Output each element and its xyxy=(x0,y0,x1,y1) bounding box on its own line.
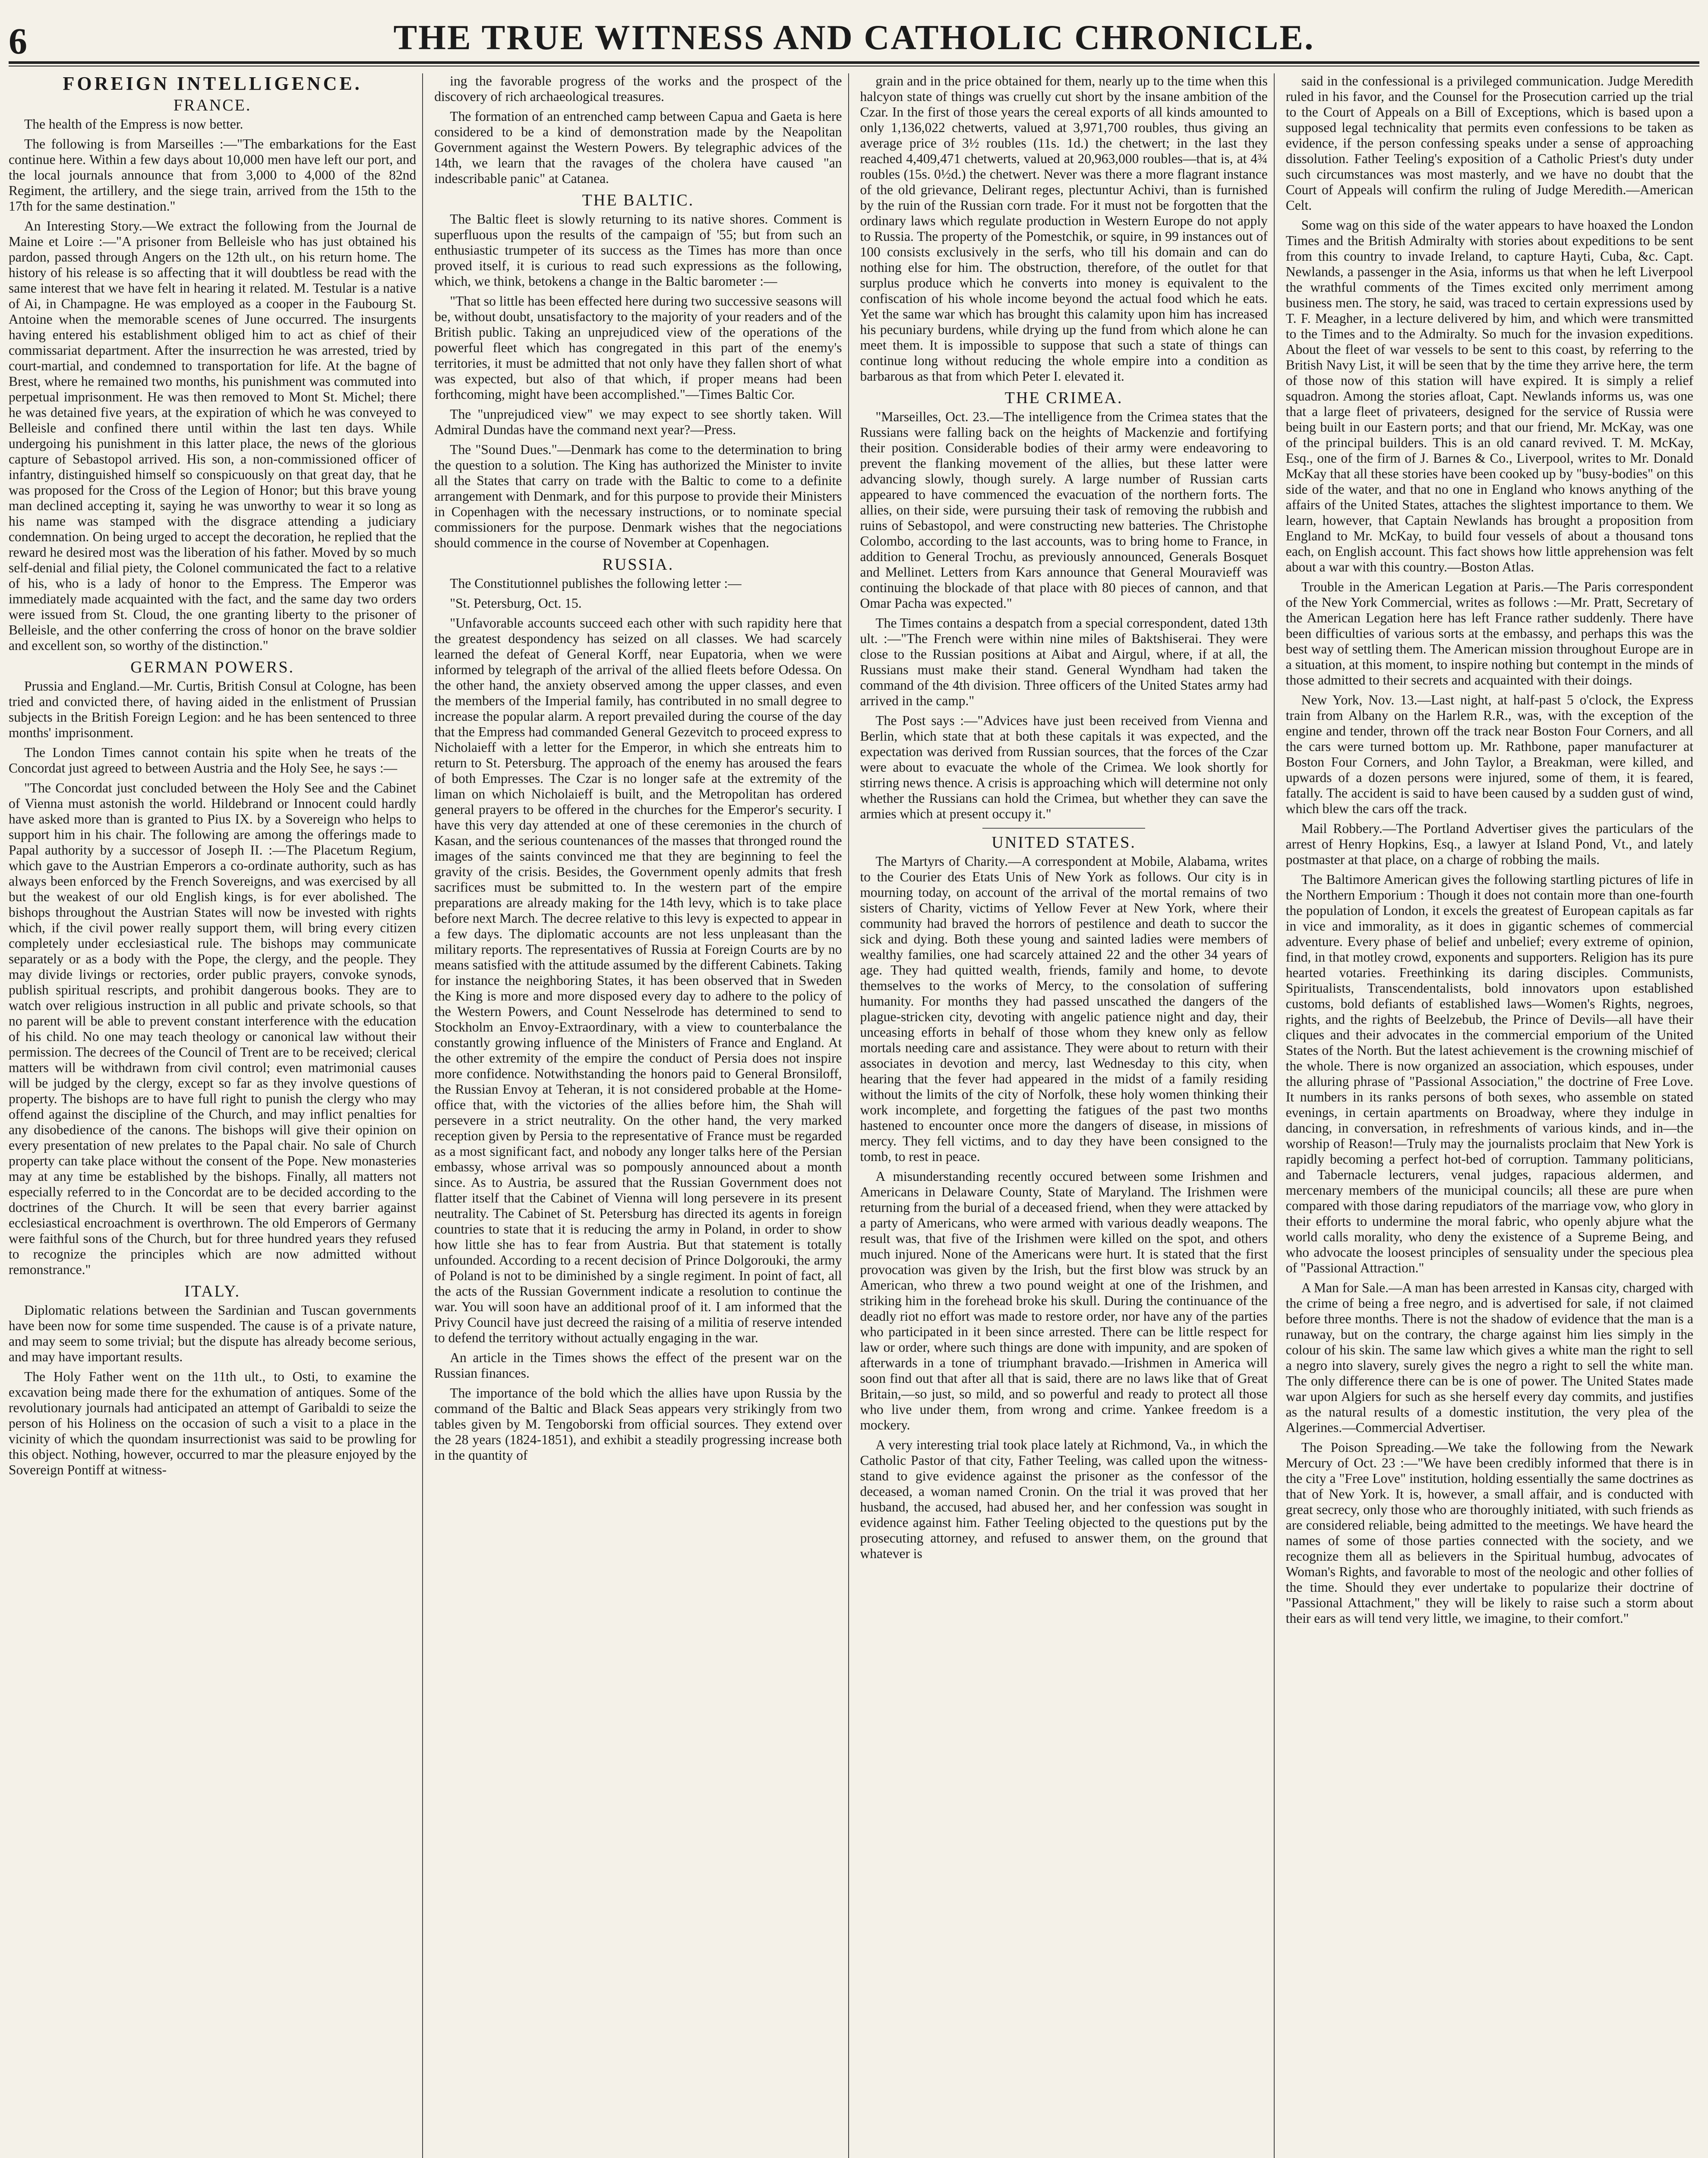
sub-heading: THE CRIMEA. xyxy=(1004,389,1123,407)
article-paragraph: Some wag on this side of the water appears to have hoaxed the London Times and the British Admiralty with stories about expeditions to be sent from this country to invade Ireland, to capture Hayti, Cuba, &c. Capt. Newlands, a passenger in the Asia, informs us that when he left Liverpool the wrathful comments of the Times excited only merriment among business men. The story, he said, was traced to certain expressions used by T. F. Meagher, in a lecture delivered by him, and which were transmitted to the Times and to the Admiralty. So much for the invasion expeditions. About the fleet of war vessels to be sent to this coast, by referring to the British Navy List, it will be seen that by the time they arrive here, the term of those now of this station will have expired. It is simply a relief squadron. Among the stories afloat, Capt. Newlands informs us, was one that a large fleet of privateers, designed for the service of Russia were being built in our Eastern ports; and that our friend, Mr. McKay, was one of the principal builders. This is an old canard revived. T. M. McKay, Esq., one of the firm of J. Barnes & Co., Liverpool, writes to Mr. Donald McKay that all these stories have been cooked up by "busy-bodies" on this side of the water, and that no one in England who knows anything of the affairs of the United States, attaches the slightest importance to them. We learn, however, that Captain Newlands has brought a proposition from England to Mr. McKay, to build four vessels of about a thousand tons each, on English account. This fact shows how little apprehension was felt about a war with this country.—Boston Atlas. xyxy=(1285,218,1693,574)
page-number: 6 xyxy=(9,20,27,62)
article-paragraph: A misunderstanding recently occured between some Irishmen and Americans in Delaware County, State of Maryland. The Irishmen were returning from the burial of a deceased friend, when they were attacked by a party of Americans, who were armed with various deadly weapons. The result was, that five of the Irishmen were killed on the spot, and others much injured. None of the Americans were hurt. It is stated that the first provocation was given by the Irish, but the first blow was struck by an American, who threw a two pound weight at one of the Irishmen, and striking him in the forehead broke his skull. During the continuance of the deadly riot no effort was made to restore order, nor have any of the parties who participated in it been since arrested. There can be little respect for law or order, where such things are done with impunity, and are spoken of afterwards in a tone of triumphant bravado.—Irishmen in America will soon find out that after all that is said, there are no laws like that of Great Britain,—so just, so mild, and so powerful and ready to protect all those who live under them, from wrong and crime. Yankee freedom is a mockery. xyxy=(860,1169,1268,1432)
column-3 xyxy=(860,73,1275,2158)
article-paragraph: A very interesting trial took place lately at Richmond, Va., in which the Catholic Pastor of that city, Father Teeling, was called upon the witness-stand to give evidence against the prisoner as the confessor of the deceased, a woman named Cronin. On the trial it was proved that her husband, the accused, had abused her, and her confession was sought in evidence against him. Father Teeling objected to the questions put by the prosecuting attorney, and refused to answer them, on the ground that whatever is xyxy=(860,1437,1268,1561)
article-paragraph: The Post says :—"Advices have just been received from Vienna and Berlin, which state that at both these capitals it was expected, and the expectation was derived from Russian sources, that the forces of the Czar were about to evacuate the whole of the Crimea. We look shortly for stirring news thence. A crisis is approaching which will determine not only whether the Russians can hold the Crimea, but whether they can save the armies which at present occupy it." xyxy=(860,713,1268,821)
article-paragraph: "The Concordat just concluded between the Holy See and the Cabinet of Vienna must astonish the world. Hildebrand or Innocent could hardly have asked more than is granted to Pius IX. by a Sovereign who helps to support him in his chair. The following are among the offerings made to Papal authority by a successor of Joseph II. :—The Placetum Regium, which gave to the Austrian Emperors a co-ordinate authority, such as has always been enforced by the French Sovereigns, and was exercised by all but the weakest of our old English kings, is for ever abolished. The bishops throughout the Austrian States will now be invested with rights which, if the civil power really support them, will bring every citizen completely under ecclesiastical rule. The bishops may communicate separately or as a body with the Pope, the clergy, and the people. They may divide livings or rectories, order public prayers, convoke synods, publish spiritual rescripts, and prohibit dangerous books. They are to watch over religious instruction in all public and private schools, so that no parent will be able to prevent constant interference with the education of his child. No one may teach theology or canonical law without their permission. The decrees of the Council of Trent are to be received; clerical matters will be withdrawn from civil control; even matrimonial causes will be judged by the clergy, except so far as they involve questions of property. The bishops are to have full right to punish the clergy who may offend against the discipline of the Church, and may inflict penalties for any disobedience of the canons. The bishops will give their opinion on every presentation of new prelates to the Papal chair. No sale of Church property can take place without the consent of the Pope. New monasteries may at any time be established by the bishops. Finally, all matters not especially referred to in the Concordat are to be decided according to the doctrines of the Church. It will be seen that every barrier against ecclesiastical encroachment is overthrown. The old Emperors of Germany were faithful sons of the Church, but for three hundred years they refused to recognize the principles which are now admitted without remonstrance." xyxy=(9,780,417,1277)
column-4 xyxy=(1286,73,1699,2158)
article-paragraph: The London Times cannot contain his spite when he treats of the Concordat just agreed to between Austria and the Holy See, he says :— xyxy=(9,745,417,776)
sub-heading: UNITED STATES. xyxy=(991,833,1136,852)
sub-heading: THE BALTIC. xyxy=(582,191,695,209)
article-paragraph: "Marseilles, Oct. 23.—The intelligence from the Crimea states that the Russians were falling back on the heights of Mackenzie and fortifying their position. Considerable bodies of their army were endeavoring to prevent the flanking movement of the allies, but these latter were advancing slowly, though surely. A large number of Russian carts appeared to have commenced the evacuation of the northern forts. The allies, on their side, were pursuing their task of removing the rubbish and ruins of Sebastopol, and were constructing new batteries. The Christophe Colombo, according to the last accounts, was to bring home to France, in addition to General Trochu, as previously announced, Generals Bosquet and Mellinet. Letters from Kars announce that General Mouravieff was continuing the blockade of that place with 80 pieces of cannon, and that Omar Pacha was expected." xyxy=(860,409,1268,611)
masthead xyxy=(0,9,1708,60)
article-paragraph: The importance of the bold which the allies have upon Russia by the command of the Baltic and Black Seas appears very strikingly from two tables given by M. Tengoborski from official sources. They extend over the 28 years (1824-1851), and exhibit a steadily progressing increase both in the quantity of xyxy=(434,1385,842,1463)
article-paragraph: The Baltic fleet is slowly returning to its native shores. Comment is superfluous upon the results of the campaign of '55; but from such an enthusiastic trumpeter of its success as the Times has more than once proved itself, it is curious to read such expressions as the following, which, we think, betokens a change in the Baltic barometer :— xyxy=(434,211,842,289)
article-paragraph: The Poison Spreading.—We take the following from the Newark Mercury of Oct. 23 :—"We have been credibly informed that there is in the city a "Free Love" institution, holding essentially the same doctrines as that of New York. It is, however, a small affair, and is conducted with great secrecy, only those who are thoroughly initiated, with such friends as are considered reliable, being admitted to the meetings. We have heard the names of some of those parties connected with the society, and we recognize them all as believers in the Spiritual humbug, advocates of Woman's Rights, and favorable to most of the neologic and other follies of the time. Should they ever undertake to popularize their doctrine of "Passional Attachment," they will be likely to raise such a storm about their ears as will tend very little, we imagine, to their comfort." xyxy=(1285,1440,1693,1626)
article-paragraph: "St. Petersburg, Oct. 15. xyxy=(450,596,582,611)
column-2 xyxy=(434,73,849,2158)
article-paragraph: The Holy Father went on the 11th ult., to Osti, to examine the excavation being made there for the exhumation of antiques. Some of the revolutionary journals had anticipated an attempt of Garibaldi to seize the person of his Holiness on the occasion of such a visit to a place in the vicinity of which the quondam insurrectionist was said to be prowling for this object. Nothing, however, occurred to mar the pleasure enjoyed by the Sovereign Pontiff at witness- xyxy=(9,1369,417,1477)
sub-heading: ITALY. xyxy=(184,1282,240,1300)
sub-heading: FRANCE. xyxy=(173,96,252,114)
article-paragraph: An article in the Times shows the effect of the present war on the Russian finances. xyxy=(434,1350,842,1381)
article-paragraph: grain and in the price obtained for them, nearly up to the time when this halcyon state of things was cruelly cut short by the insane ambition of the Czar. In the first of those years the cereal exports of all kinds amounted to only 1,136,022 chetwerts, valued at 3,971,700 roubles, thus giving an average price of 3½ roubles (11s. 1d.) the chetwert; in the last they reached 4,409,471 chetwerts, valued at 20,963,000 roubles—that is, at 4¾ roubles (15s. 0½d.) the chetwert. Never was there a more flagrant instance of the old grievance, Delirant reges, plectuntur Achivi, than is furnished by the ruin of the Russian corn trade. For it must not be forgotten that the ordinary laws which regulate production in Western Europe do not apply to Russia. The property of the Pomestchik, or squire, in 99 instances out of 100 consists exclusively in the serfs, who till his domain and can do nothing else for him. The obstruction, therefore, of the outlet for that surplus produce which he converts into money is equivalent to the confiscation of his whole income beyond the actual food which he eats. Yet the same war which has brought this calamity upon him has increased his pecuniary burdens, while drying up the fund from which alone he can meet them. It is impossible to suppose that such a state of things can continue long without reducing the whole empire into a condition as barbarous as that from which Peter I. elevated it. xyxy=(860,73,1268,384)
article-paragraph: A Man for Sale.—A man has been arrested in Kansas city, charged with the crime of being a free negro, and is advertised for sale, if not claimed before three months. There is not the shadow of evidence that the man is a runaway, but on the contrary, the charge against him lies simply in the colour of his skin. The same law which gives a white man the right to sell a negro into slavery, surely gives the negro a right to sell the white man. The only difference there can be is one of power. The United States made war upon Algiers for such as she herself every day commits, and justifies as the natural results of a domestic institution, the very plea of the Algerines.—Commercial Advertiser. xyxy=(1285,1280,1693,1435)
article-paragraph: An Interesting Story.—We extract the following from the Journal de Maine et Loire :—"A prisoner from Belleisle who has just obtained his pardon, passed through Angers on the 12th ult., on his return home. The history of his release is so affecting that it will doubtless be read with the same interest that we have felt in hearing it related. M. Testular is a native of Ai, in Champagne. He was employed as a cooper in the Faubourg St. Antoine when the memorable scenes of June occurred. The insurgents having entered his establishment obliged him to act as chief of their commissariat department. After the insurrection he was arrested, tried by court-martial, and condemned to transportation for life. At the bagne of Brest, where he remained two months, his punishment was commuted into perpetual imprisonment. He was then removed to Mont St. Michel; there he was detained five years, at the expiration of which he was conveyed to Belleisle and confined there until within the last ten days. While undergoing his punishment in this latter place, the news of the glorious capture of Sebastopol arrived. His son, a non-commissioned officer of infantry, distinguished himself so conspicuously on that great day, that he was proposed for the Cross of the Legion of Honor; but this brave young man declined accepting it, saying he was unworthy to wear it so long as his name was stamped with the disgrace attending a judiciary condemnation. On being urged to accept the decoration, he replied that the reward he desired most was the liberation of his father. Moved by so much self-denial and filial piety, the Colonel communicated the fact to a relative of his, who is a lady of honor to the Empress. The Emperor was immediately made acquainted with the fact, and the same day two orders were issued from St. Cloud, the one granting liberty to the prisoner of Belleisle, and the other conferring the cross of honor on the brave soldier and excellent son, so worthy of the distinction." xyxy=(9,218,417,653)
article-paragraph: said in the confessional is a privileged communication. Judge Meredith ruled in his favor, and the Counsel for the Prosecution carried up the trial to the Court of Appeals on a Bill of Exceptions, which is based upon a supposed legal technicality that permits even confessions to be taken as evidence, if the person confessing speaks under a sense of approaching dissolution. Father Teeling's exposition of a Catholic Priest's duty under such circumstances was most masterly, and we have no doubt that the Court of Appeals will confirm the ruling of Judge Meredith.—American Celt. xyxy=(1285,73,1693,213)
article-paragraph: The following is from Marseilles :—"The embarkations for the East continue here. Within a few days about 10,000 men have left our port, and the local journals announce that from 3,000 to 4,000 of the 82nd Regiment, the artillery, and the siege train, arrived from the 15th to the 17th for the same destination." xyxy=(9,136,417,214)
article-paragraph: The Martyrs of Charity.—A correspondent at Mobile, Alabama, writes to the Courier des Etats Unis of New York as follows. Our city is in mourning today, on account of the arrival of the mortal remains of two sisters of Charity, victims of Yellow Fever at New York, where their community had braved the horrors of pestilence and death to succor the sick and dying. Both these young and sainted ladies were members of wealthy families, one had scarcely attained 22 and the other 34 years of age. They had quitted wealth, friends, family and home, to devote themselves to the works of Mercy, to the consolation of suffering humanity. For months they had passed unscathed the dangers of the plague-stricken city, devoting with angelic patience night and day, their unceasing efforts in behalf of those whom they knew only as fellow mortals needing care and assistance. They were about to return with their associates in devotion and mercy, last Wednesday to this city, when hearing that the fever had appeared in the midst of a family residing without the limits of the city of Norfolk, these holy women thinking their work incomplete, and forgetting the fatigues of the past two months hastened to encounter once more the dangers of disease, in missions of mercy. They fell victims, and to day they have been consigned to the tomb, to rest in peace. xyxy=(860,854,1268,1164)
article-paragraph: The Constitutionnel publishes the following letter :— xyxy=(450,576,742,591)
article-paragraph: Prussia and England.—Mr. Curtis, British Consul at Cologne, has been tried and convicted there, of having aided in the enlistment of Prussian subjects in the British Foreign Legion: and he has been sentenced to three months' imprisonment. xyxy=(9,678,417,740)
sub-heading: RUSSIA. xyxy=(602,555,674,574)
article-paragraph: The "Sound Dues."—Denmark has come to the determination to bring the question to a solution. The King has authorized the Minister to invite all the States that carry on trade with the Baltic to come to a definite arrangement with Denmark, and for this purpose to provide their Ministers in Copenhagen with the necessary instructions, or to nominate special commissioners for the purpose. Denmark wishes that the negociations should commence in the course of November at Copenhagen. xyxy=(434,442,842,550)
column-divider-rule xyxy=(982,828,1146,829)
article-paragraph: Diplomatic relations between the Sardinian and Tuscan governments have been now for some time suspended. The cause is of a private nature, and may seem to some trivial; but the dispute has already become serious, and may have important results. xyxy=(9,1303,417,1364)
article-paragraph: "Unfavorable accounts succeed each other with such rapidity here that the greatest despondency has seized on all classes. We had scarcely learned the defeat of General Korff, near Eupatoria, when we were informed by telegraph of the arrival of the allied fleets before Odessa. On the other hand, the anxiety observed among the upper classes, and even the members of the Imperial family, has contributed in no small degree to increase the popular alarm. A report prevailed during the course of the day that the Empress had commanded General Gezevitch to proceed express to Nicholaieff with a letter for the Emperor, in which she entreats him to return to St. Petersburg. The approach of the enemy has aroused the fears of both Empresses. The Czar is no longer safe at the extremity of the liman on which Nicholaieff is built, and the Metropolitan has ordered general prayers to be offered in the churches for the Emperor's security. I have this very day attended at one of these ceremonies in the church of Kasan, and the serious countenances of the masses that thronged round the images of the saints convinced me that they are beginning to feel the gravity of the crisis. Besides, the Government openly admits that fresh sacrifices must be submitted to. In the western part of the empire preparations are already making for the 14th levy, which is to take place before next March. The decree relative to this levy is expected to appear in a few days. The diplomatic accounts are not less unpleasant than the military reports. The representatives of Russia at Foreign Courts are by no means satisfied with the attitude assumed by the different Cabinets. Taking for instance the neighboring States, it has been observed that in Sweden the King is more and more disposed every day to adhere to the policy of the Western Powers, and Count Nesselrode has determined to send to Stockholm an Envoy-Extraordinary, with a view to counterbalance the constantly growing influence of the Ministers of France and England. At the other extremity of the empire the conduct of Persia does not inspire more confidence. Notwithstanding the honors paid to General Bronsiloff, the Russian Envoy at Teheran, it is not considered probable at the Home-office that, with the victories of the allies before him, the Shah will persevere in a strict neutrality. On the other hand, the very marked reception given by Persia to the representative of France must be regarded as a most significant fact, and nobody any longer talks here of the Persian embassy, whose arrival was so pompously announced about a month since. As to Austria, be assured that the Russian Government does not flatter itself that the Cabinet of Vienna will long persevere in its present neutrality. The Cabinet of St. Petersburg has directed its agents in foreign countries to state that it is reducing the army in Poland, in order to show how little she has to fear from Austria. But that statement is totally unfounded. According to a recent decision of Prince Dolgorouki, the army of Poland is not to be diminished by a single regiment. In point of fact, all the acts of the Russian Government indicate a resolution to continue the war. You will soon have an additional proof of it. I am informed that the Privy Council have just decreed the raising of a militia of reserve intended to defend the territory without actually engaging in the war. xyxy=(434,615,842,1345)
article-paragraph: The Times contains a despatch from a special correspondent, dated 13th ult. :—"The French were within nine miles of Baktshiserai. They were close to the Russian positions at Aibat and Airgul, where, if at all, the Russians must make their stand. General Wyndham had taken the command of the 4th division. Three officers of the United States army had arrived in the camp." xyxy=(860,615,1268,708)
article-paragraph: Mail Robbery.—The Portland Advertiser gives the particulars of the arrest of Henry Hopkins, Esq., a lawyer at Island Pond, Vt., and lately postmaster at that place, on a charge of robbing the mails. xyxy=(1285,821,1693,867)
column-1 xyxy=(9,73,423,2158)
article-paragraph: ing the favorable progress of the works and the prospect of the discovery of rich archaeological treasures. xyxy=(434,73,842,104)
article-paragraph: The formation of an entrenched camp between Capua and Gaeta is here considered to be a kind of demonstration made by the Neapolitan Government against the Western Powers. By telegraphic advices of the 14th, we learn that the ravages of the cholera have caused "an indescribable panic" at Catanea. xyxy=(434,109,842,186)
masthead-rule xyxy=(9,61,1699,64)
article-paragraph: The "unprejudiced view" we may expect to see shortly taken. Will Admiral Dundas have the command next year?—Press. xyxy=(434,407,842,437)
article-paragraph: Trouble in the American Legation at Paris.—The Paris correspondent of the New York Commercial, writes as follows :—Mr. Pratt, Secretary of the American Legation here has left France rather suddenly. There have been difficulties of various sorts at the embassy, and perhaps this was the best way of settling them. The American mission throughout Europe are in a situation, at this moment, to inspire nothing but contempt in the minds of those admitted to their secrets and acquainted with their doings. xyxy=(1285,579,1693,688)
article-paragraph: New York, Nov. 13.—Last night, at half-past 5 o'clock, the Express train from Albany on the Harlem R.R., was, with the exception of the engine and tender, thrown off the track near Boston Four Corners, and all the cars were turned bottom up. Mr. Rathbone, paper manufacturer at Boston Four Corners, and John Taylor, a Breakman, were killed, and upwards of a dozen persons were injured, some of them, it is feared, fatally. The accident is said to have been caused by a sudden gust of wind, which blew the cars off the track. xyxy=(1285,692,1693,816)
article-paragraph: The Baltimore American gives the following startling pictures of life in the Northern Emporium : Though it does not contain more than one-fourth the population of London, it excels the greatest of European capitals as far in vice and immorality, as it does in gigantic schemes of commercial adventure. Every phase of belief and unbelief; every extreme of opinion, find, in that motley crowd, exponents and supporters. Religion has its pure hearted votaries. Freethinking its daring disciples. Communists, Spiritualists, Transcendentalists, bold innovators upon established customs, bold defiants of established laws—Women's Rights, negroes, rights, and the rights of Beelzebub, the Prince of Devils—all have their cliques and their advocates in the commercial emporium of the United States of the North. But the latest achievement is the crowning mischief of the whole. There is now organized an association, which espouses, under the alluring phrase of "Passional Association," the doctrine of Free Love. It numbers in its ranks persons of both sexes, who assemble on stated evenings, in certain apartments on Broadway, where they indulge in dancing, in conversation, in refreshments of various kinds, and in—the worship of Reason!—Truly may the journalists proclaim that New York is rapidly becoming a perfect hot-bed of corruption. Tammany politicians, and Tabernacle lecturers, venal judges, rapacious aldermen, and mercenary members of the municipal councils; all these are pure when compared with those daring repudiators of the marriage vow, who glory in their efforts to undermine the moral fabric, who openly abjure what the world calls morality, who deny the existence of a Supreme Being, and who advocate the loosest principles of sensuality under the specious plea of "Passional Attraction." xyxy=(1285,872,1693,1275)
section-heading: FOREIGN INTELLIGENCE. xyxy=(63,73,362,94)
article-paragraph: "That so little has been effected here during two successive seasons will be, without doubt, unsatisfactory to the majority of your readers and of the British public. Taking an unprejudiced view of the operations of the powerful fleet which has congregated in this part of the enemy's territories, it must be admitted that not only have they fallen short of what was expected, but also of that which, if proper means had been forthcoming, might have been accomplished."—Times Baltic Cor. xyxy=(434,293,842,402)
sub-heading: GERMAN POWERS. xyxy=(130,658,295,676)
newspaper-title: THE TRUE WITNESS AND CATHOLIC CHRONICLE. xyxy=(393,18,1315,57)
article-columns xyxy=(9,73,1699,2158)
article-paragraph: The health of the Empress is now better. xyxy=(24,117,243,132)
